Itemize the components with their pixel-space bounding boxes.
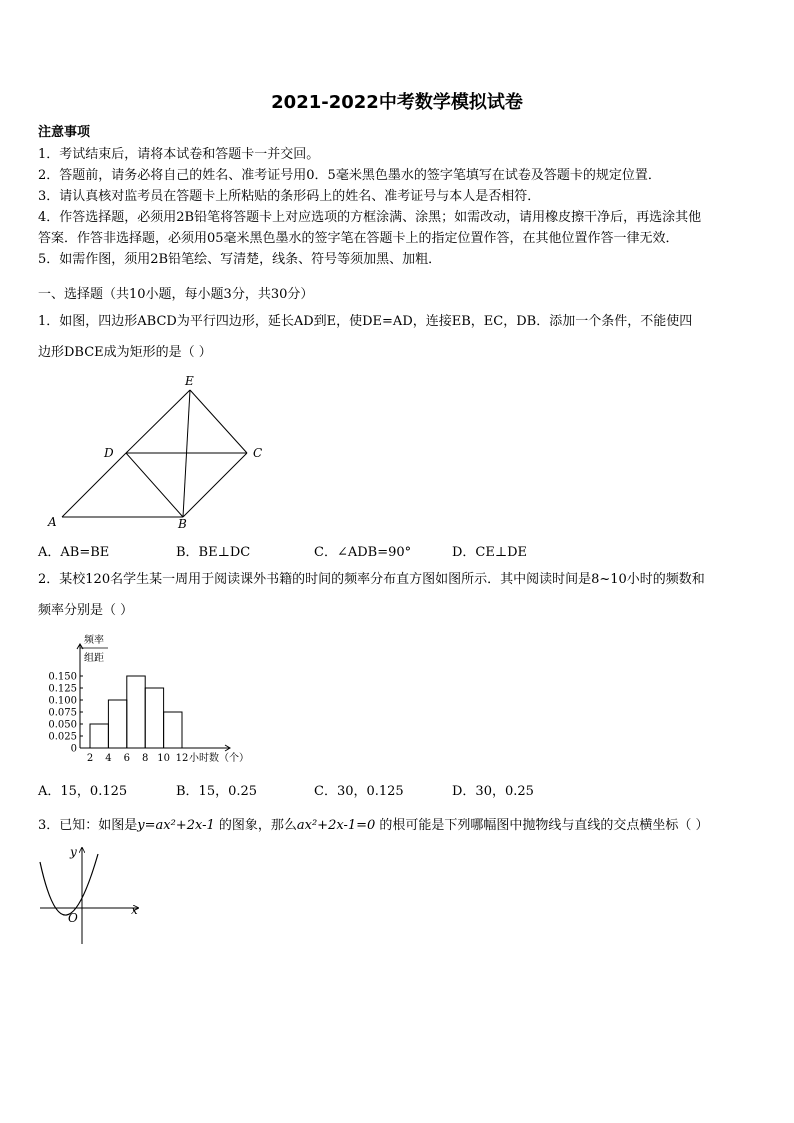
label-D: D	[104, 446, 114, 460]
q2-option-c: C．30，0.125	[314, 784, 404, 799]
q2-option-d: D．30，0.25	[452, 784, 534, 799]
q2-text-line1: 2．某校120名学生某一周用于阅读课外书籍的时间的频率分布直方图如图所示．其中阅读时间是8~10小时的频数和	[38, 572, 705, 587]
notice-item-4-cont: 答案．作答非选择题，必须用05毫米黑色墨水的签字笔在答题卡上的指定位置作答，在其他位置作答一律无效．	[38, 231, 679, 246]
q1-option-d: D．CE⊥DE	[452, 545, 527, 560]
q2-histogram	[40, 630, 270, 768]
q3-parabola-figure	[34, 842, 144, 948]
x-tick-label: 8	[142, 753, 149, 764]
histogram-bar	[127, 676, 145, 748]
histogram-bar	[164, 712, 182, 748]
histogram-bar	[108, 700, 126, 748]
notice-item-3: 3．请认真核对监考员在答题卡上所粘贴的条形码上的姓名、准考证号与本人是否相符．	[38, 189, 541, 204]
section-heading: 一、选择题（共10小题，每小题3分，共30分）	[38, 287, 314, 302]
q3-formula-1: y=ax²+2x-1	[137, 818, 215, 833]
histogram-bar	[90, 724, 108, 748]
q3-text-a: 3．已知：如图是	[38, 818, 138, 833]
y-label-top: 频率	[84, 635, 104, 646]
label-A: A	[48, 515, 57, 529]
segment-EC	[190, 390, 247, 453]
y-tick-label: 0.025	[48, 731, 77, 743]
x-axis-label: 小时数（个）	[189, 753, 249, 764]
label-E: E	[185, 374, 194, 388]
q2-text-line2: 频率分别是（ ）	[38, 603, 134, 618]
q3-text-b: 的图象，那么	[214, 818, 297, 833]
q3-text-c: 的根可能是下列哪幅图中抛物线与直线的交点横坐标（ ）	[375, 818, 709, 833]
origin-label: O	[68, 911, 78, 925]
q3-formula-2: ax²+2x-1=0	[296, 818, 376, 833]
q1-parallelogram-figure	[40, 370, 280, 532]
parabola-curve	[40, 854, 98, 915]
x-tick-label: 2	[86, 753, 94, 764]
axis-x-label: x	[131, 903, 138, 917]
y-tick-label: 0.050	[48, 719, 77, 731]
notice-item-2: 2．答题前，请务必将自己的姓名、准考证号用0．5毫米黑色墨水的签字笔填写在试卷及答题卡的规定位置．	[38, 168, 661, 183]
notice-item-4: 4．作答选择题，必须用2B铅笔将答题卡上对应选项的方框涂满、涂黑；如需改动，请用橡皮擦干净后，再选涂其他	[38, 210, 702, 225]
q3-text	[38, 816, 709, 836]
x-tick-label: 12	[175, 753, 189, 764]
q1-option-c: C．∠ADB=90°	[314, 545, 412, 560]
x-tick-label: 6	[123, 753, 130, 764]
y-tick-label: 0.075	[48, 707, 77, 719]
notice-item-1: 1．考试结束后，请将本试卷和答题卡一并交回。	[38, 147, 320, 162]
segment-BC	[183, 453, 247, 517]
label-B: B	[178, 517, 187, 531]
page-title: 2021-2022中考数学模拟试卷	[271, 92, 523, 113]
segment-DB	[126, 453, 183, 517]
histogram-bar	[145, 688, 163, 748]
y-label-bottom: 组距	[84, 653, 104, 664]
notice-heading: 注意事项	[38, 125, 91, 140]
x-tick-label: 10	[157, 753, 170, 764]
q2-option-a: A．15，0.125	[38, 784, 128, 799]
y-tick-label: 0.150	[48, 671, 77, 683]
y-tick-label: 0.125	[48, 683, 77, 695]
segment-DE	[126, 390, 190, 453]
segment-AD	[62, 453, 126, 517]
axis-y-label: y	[70, 845, 77, 859]
y-tick-label: 0.100	[48, 695, 77, 707]
label-C: C	[253, 446, 263, 460]
q1-option-a: A．AB=BE	[38, 545, 110, 560]
q1-text-line1: 1．如图，四边形ABCD为平行四边形，延长AD到E，使DE=AD，连接EB，EC，DB．添加一个条件，不能使四	[38, 314, 693, 329]
q1-text-line2: 边形DBCE成为矩形的是（ ）	[38, 345, 212, 360]
y-tick-label: 0	[70, 743, 77, 755]
x-tick-label: 4	[105, 753, 112, 764]
notice-item-5: 5．如需作图，须用2B铅笔绘、写清楚，线条、符号等须加黑、加粗．	[38, 252, 442, 267]
q2-option-b: B．15，0.25	[176, 784, 258, 799]
q1-option-b: B．BE⊥DC	[176, 545, 251, 560]
